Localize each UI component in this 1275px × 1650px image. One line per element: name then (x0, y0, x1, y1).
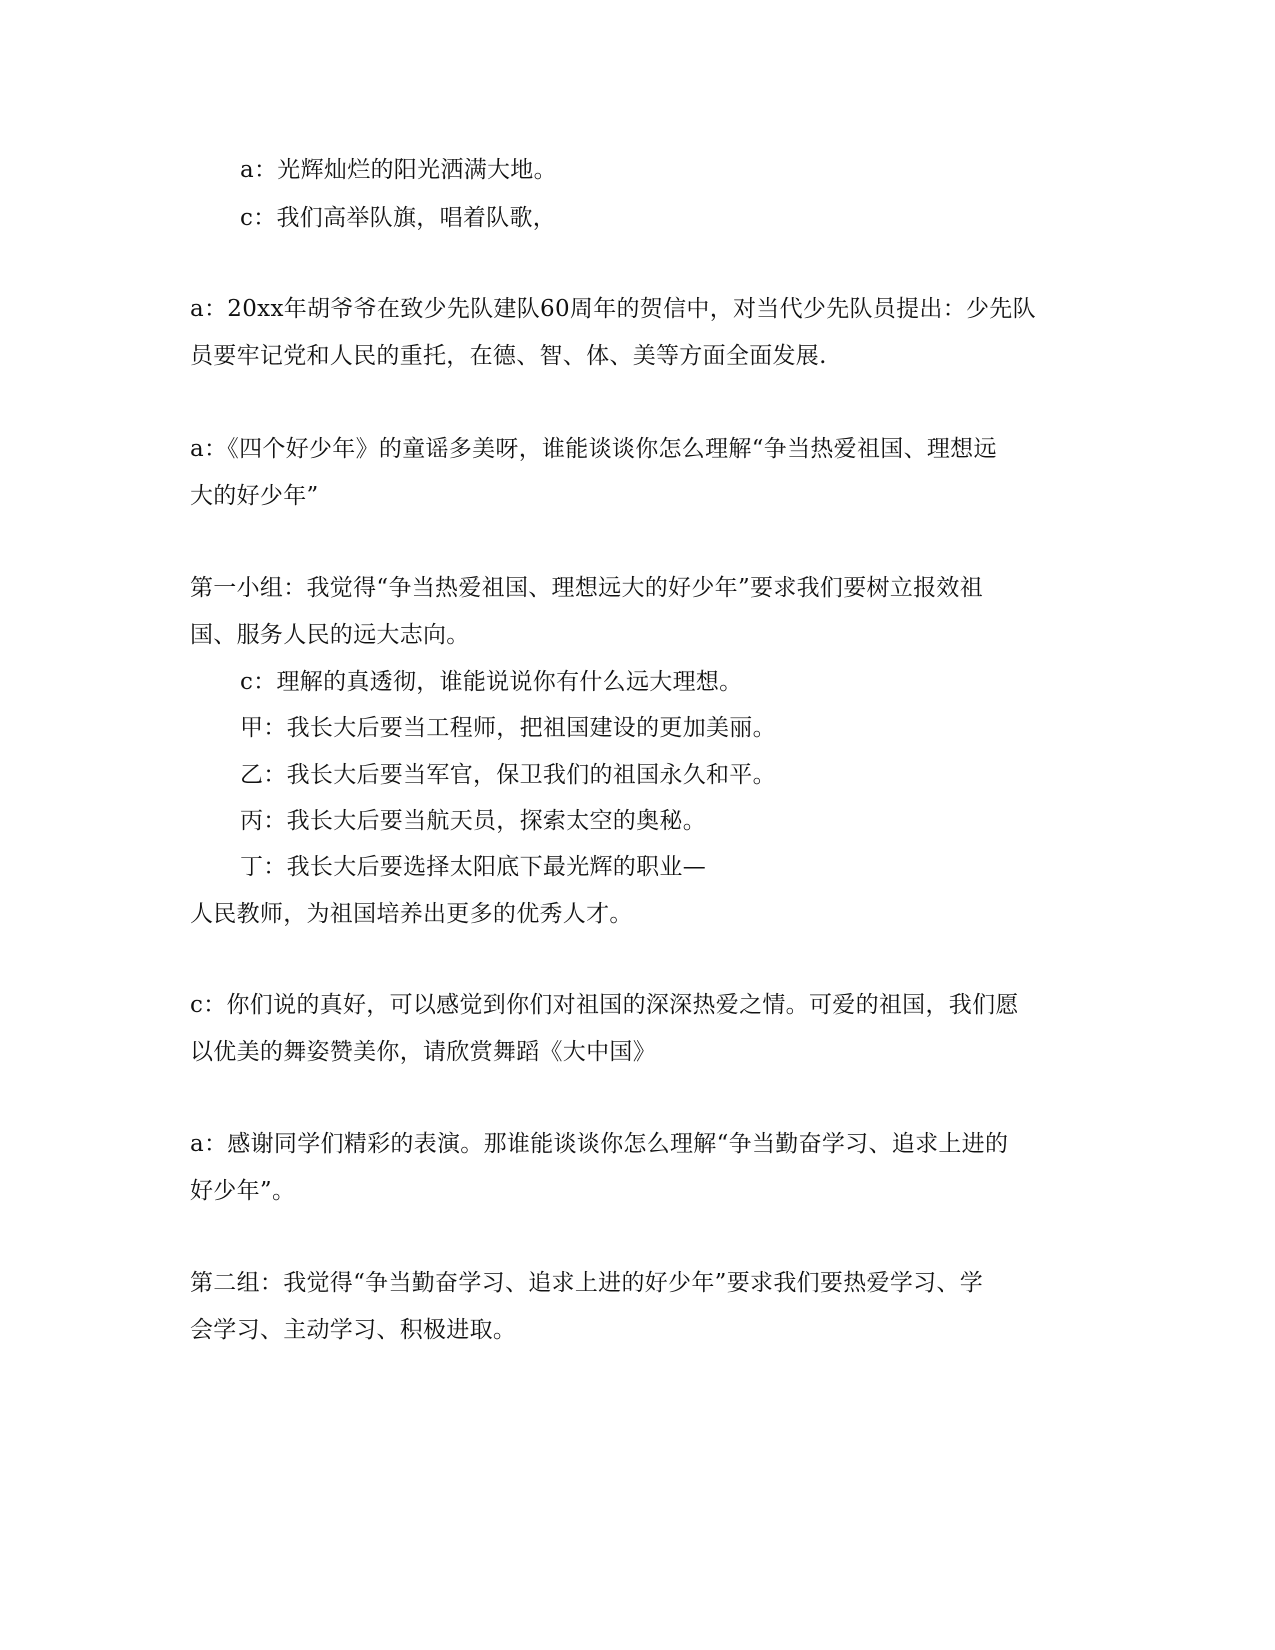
dialogue-line: c：我们高举队旗，唱着队歌， (240, 205, 557, 231)
paragraph-line: a：感谢同学们精彩的表演。那谁能谈谈你怎么理解“争当勤奋学习、追求上进的 (190, 1131, 1009, 1157)
paragraph-line: 员要牢记党和人民的重托，在德、智、体、美等方面全面发展. (190, 343, 827, 369)
dialogue-line: 甲：我长大后要当工程师，把祖国建设的更加美丽。 (240, 715, 776, 741)
dialogue-line: c：理解的真透彻，谁能说说你有什么远大理想。 (240, 669, 743, 695)
paragraph-line: a：《四个好少年》的童谣多美呀，谁能谈谈你怎么理解“争当热爱祖国、理想远 (190, 436, 997, 462)
paragraph-line: 会学习、主动学习、积极进取。 (190, 1317, 517, 1343)
paragraph-line: 第二组：我觉得“争当勤奋学习、追求上进的好少年”要求我们要热爱学习、学 (190, 1270, 984, 1296)
dialogue-line: 丙：我长大后要当航天员，探索太空的奥秘。 (240, 808, 706, 834)
dialogue-line: 乙：我长大后要当军官，保卫我们的祖国永久和平。 (240, 762, 776, 788)
paragraph-line: 国、服务人民的远大志向。 (190, 622, 470, 648)
dialogue-line: a：光辉灿烂的阳光洒满大地。 (240, 157, 557, 183)
paragraph-line: 以优美的舞姿赞美你，请欣赏舞蹈《大中国》 (190, 1039, 656, 1065)
paragraph-line: a：20xx年胡爷爷在致少先队建队60周年的贺信中，对当代少先队员提出：少先队 (190, 296, 1036, 322)
paragraph-line: 人民教师，为祖国培养出更多的优秀人才。 (190, 901, 633, 927)
paragraph-line: 第一小组：我觉得“争当热爱祖国、理想远大的好少年”要求我们要树立报效祖 (190, 575, 984, 601)
dialogue-line: 丁：我长大后要选择太阳底下最光辉的职业— (240, 854, 706, 880)
paragraph-line: 大的好少年” (190, 483, 319, 509)
paragraph-line: 好少年”。 (190, 1178, 296, 1204)
paragraph-line: c：你们说的真好，可以感觉到你们对祖国的深深热爱之情。可爱的祖国，我们愿 (190, 992, 1019, 1018)
